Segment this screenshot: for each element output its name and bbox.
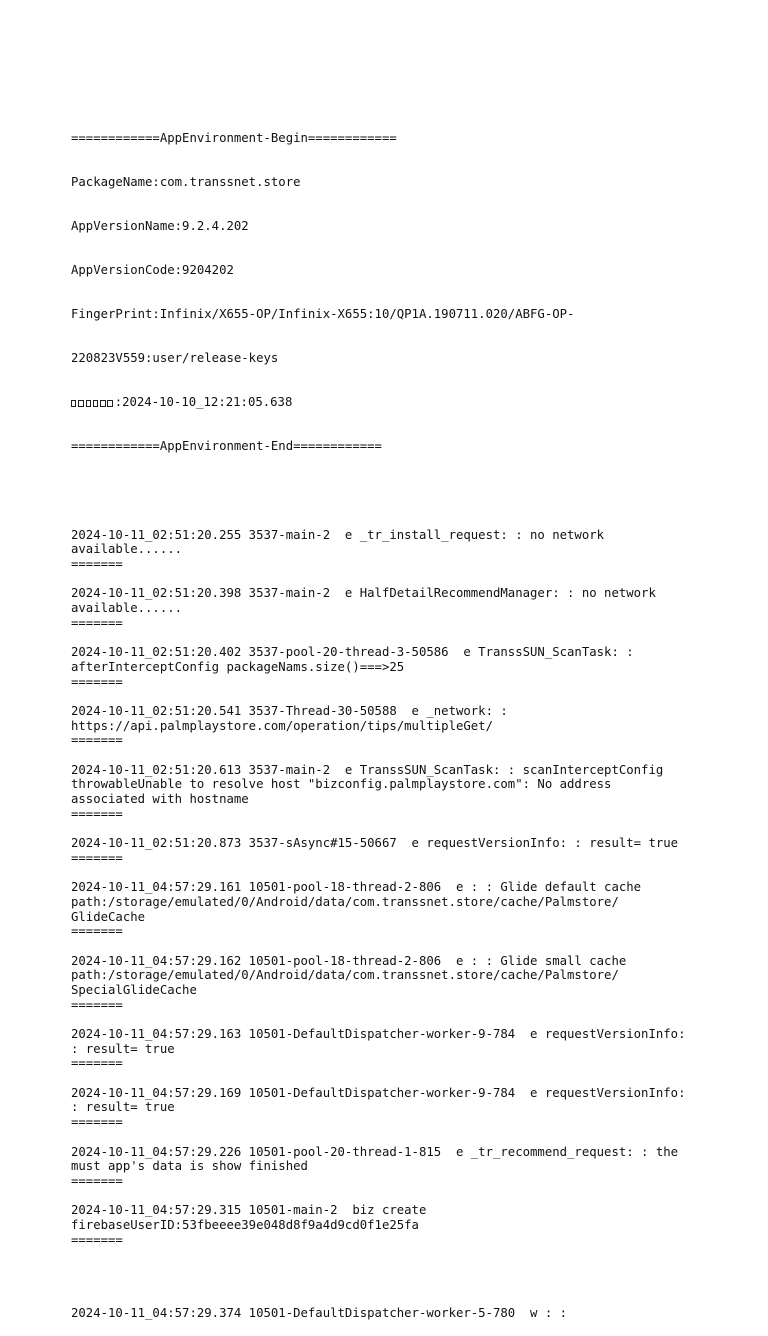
blank-line xyxy=(71,689,711,704)
missing-glyph-icon xyxy=(86,400,91,407)
log-line: 2024-10-11_02:51:20.402 3537-pool-20-thread-3-50586 e TranssSUN_ScanTask: : xyxy=(71,645,634,660)
log-line: : result= true xyxy=(71,1100,175,1115)
log-line: path:/storage/emulated/0/Android/data/com.transsnet.store/cache/Palmstore/ xyxy=(71,894,619,909)
missing-glyph-icon xyxy=(78,400,83,407)
log-separator: ======= xyxy=(71,997,123,1012)
log-entry xyxy=(71,1203,711,1247)
blank-line xyxy=(71,1189,711,1204)
log-line: 2024-10-11_04:57:29.162 10501-pool-18-thread-2-806 e : : Glide small cache xyxy=(71,953,627,968)
blank-line xyxy=(71,1130,711,1145)
log-line: must app's data is show finished xyxy=(71,1159,308,1174)
log-entry-list xyxy=(71,528,711,1262)
blank-line xyxy=(71,821,711,836)
log-separator: ======= xyxy=(71,615,123,630)
blank-line xyxy=(71,1247,711,1262)
log-separator: ======= xyxy=(71,674,123,689)
log-entry xyxy=(71,528,711,572)
log-line: afterInterceptConfig packageNams.size()===>25 xyxy=(71,659,405,674)
log-separator: ======= xyxy=(71,850,123,865)
log-entry xyxy=(71,880,711,939)
blank-line xyxy=(71,1012,711,1027)
log-separator: ======= xyxy=(71,806,123,821)
log-line: 2024-10-11_02:51:20.873 3537-sAsync#15-50667 e requestVersionInfo: : result= true xyxy=(71,836,679,851)
log-line: 2024-10-11_04:57:29.161 10501-pool-18-thread-2-806 e : : Glide default cache xyxy=(71,880,642,895)
log-line: path:/storage/emulated/0/Android/data/com.transsnet.store/cache/Palmstore/ xyxy=(71,968,619,983)
log-line: GlideCache xyxy=(71,909,146,924)
log-line: 2024-10-11_04:57:29.163 10501-DefaultDispatcher-worker-9-784 e requestVersionInfo: xyxy=(71,1027,686,1042)
log-entry xyxy=(71,763,711,822)
app-environment-header xyxy=(71,101,711,483)
blank-line xyxy=(71,939,711,954)
blank-line xyxy=(71,1071,711,1086)
log-line: 2024-10-11_02:51:20.541 3537-Thread-30-50588 e _network: : xyxy=(71,703,508,718)
blank-line xyxy=(71,572,711,587)
blank-line xyxy=(71,748,711,763)
missing-glyph-icon xyxy=(71,400,76,407)
env-begin-line: ============AppEnvironment-Begin============ xyxy=(71,130,397,145)
log-line: 2024-10-11_02:51:20.398 3537-main-2 e HalfDetailRecommendManager: : no network xyxy=(71,586,656,601)
log-separator: ======= xyxy=(71,1232,123,1247)
build-time-line xyxy=(71,395,711,410)
blank-line xyxy=(71,630,711,645)
missing-glyph-icon xyxy=(93,400,98,407)
log-document xyxy=(71,72,711,1336)
log-separator: ======= xyxy=(71,557,123,572)
package-name-line: PackageName:com.transsnet.store xyxy=(71,174,301,189)
blank-line xyxy=(71,865,711,880)
log-line: SpecialGlideCache xyxy=(71,982,197,997)
log-separator: ======= xyxy=(71,924,123,939)
log-line: throwableUnable to resolve host "bizconfig.palmplaystore.com": No address xyxy=(71,777,612,792)
log-entry xyxy=(71,836,711,865)
log-separator: ======= xyxy=(71,1056,123,1071)
fingerprint-line-2: 220823V559:user/release-keys xyxy=(71,351,279,366)
log-separator: ======= xyxy=(71,1173,123,1188)
log-line: https://api.palmplaystore.com/operation/tips/multipleGet/ xyxy=(71,718,493,733)
log-separator: ======= xyxy=(71,733,123,748)
log-line: firebaseUserID:53fbeeee39e048d8f9a4d9cd0f1e25fa xyxy=(71,1217,419,1232)
fingerprint-line-1: FingerPrint:Infinix/X655-OP/Infinix-X655:10/QP1A.190711.020/ABFG-OP- xyxy=(71,307,575,322)
missing-glyph-icon xyxy=(100,400,105,407)
log-line: 2024-10-11_02:51:20.255 3537-main-2 e _tr_install_request: : no network xyxy=(71,527,605,542)
log-line: available...... xyxy=(71,601,183,616)
log-entry xyxy=(71,586,711,630)
version-name-line: AppVersionName:9.2.4.202 xyxy=(71,219,249,233)
log-line: 2024-10-11_02:51:20.613 3537-main-2 e TranssSUN_ScanTask: : scanInterceptConfig xyxy=(71,762,664,777)
missing-glyph-icon xyxy=(107,400,112,407)
log-entry xyxy=(71,954,711,1013)
log-entry xyxy=(71,704,711,748)
log-entry xyxy=(71,1086,711,1130)
log-entry xyxy=(71,645,711,689)
log-line-trailing: 2024-10-11_04:57:29.374 10501-DefaultDispatcher-worker-5-780 w : : xyxy=(71,1306,568,1321)
log-line: available...... xyxy=(71,542,183,557)
log-line: 2024-10-11_04:57:29.226 10501-pool-20-thread-1-815 e _tr_recommend_request: : the xyxy=(71,1144,679,1159)
version-code-line: AppVersionCode:9204202 xyxy=(71,263,234,278)
log-line: : result= true xyxy=(71,1041,175,1056)
build-time-value: :2024-10-10_12:21:05.638 xyxy=(114,395,293,410)
log-entry xyxy=(71,1027,711,1071)
log-line: associated with hostname xyxy=(71,792,249,807)
log-entry xyxy=(71,1145,711,1189)
env-end-line: ============AppEnvironment-End============ xyxy=(71,439,382,454)
log-line: 2024-10-11_04:57:29.169 10501-DefaultDispatcher-worker-9-784 e requestVersionInfo: xyxy=(71,1085,686,1100)
log-line: 2024-10-11_04:57:29.315 10501-main-2 biz create xyxy=(71,1203,427,1218)
log-separator: ======= xyxy=(71,1115,123,1130)
